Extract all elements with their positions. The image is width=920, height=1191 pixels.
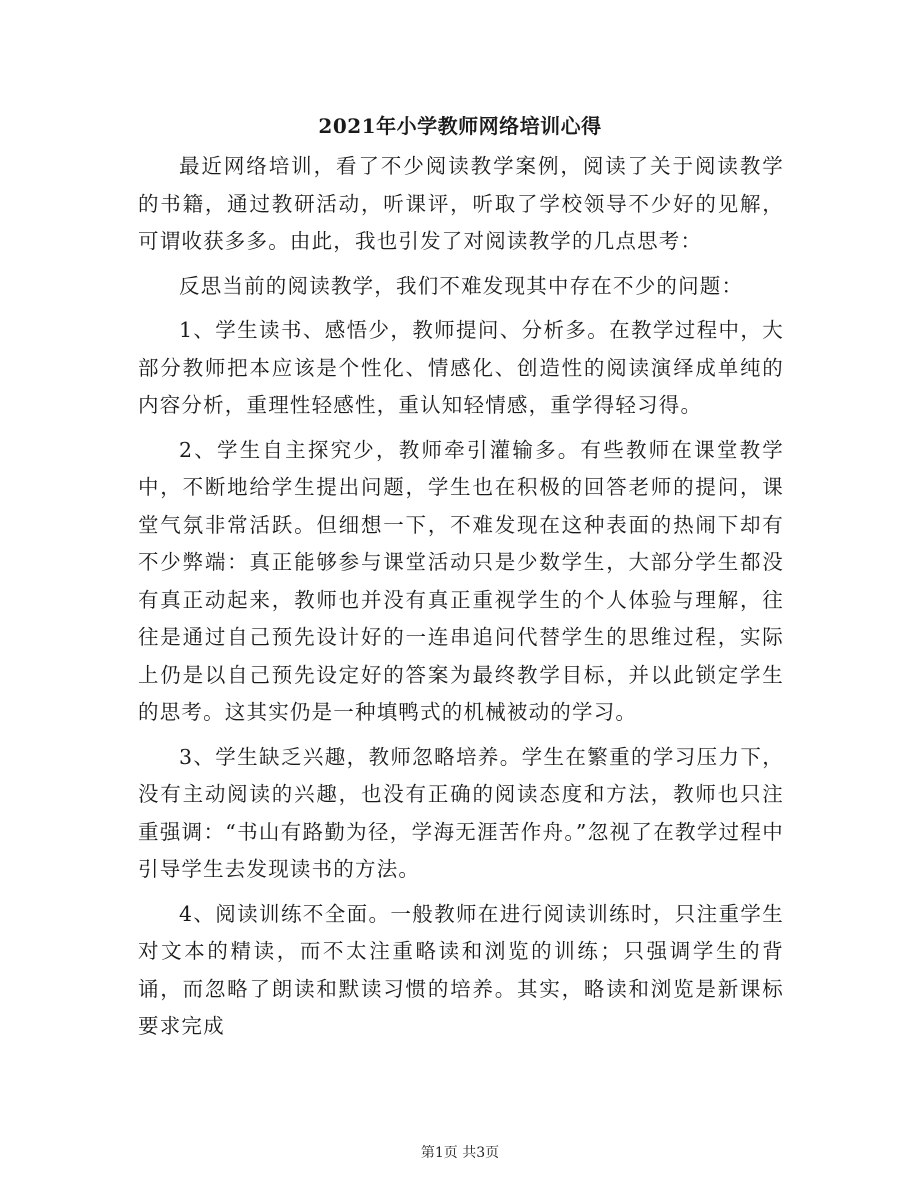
document-body — [138, 148, 784, 1046]
page-number-footer: 第1页 共3页 — [420, 1145, 500, 1161]
document-title: 2021年小学教师网络培训心得 — [318, 114, 602, 138]
paragraph-problems-lead: 反思当前的阅读教学，我们不难发现其中存在不少的问题： — [179, 273, 744, 298]
paragraph-point-4: 4、阅读训练不全面。一般教师在进行阅读训练时，只注重学生对文本的精读，而不太注重略读和浏览的训练；只强调学生的背诵，而忽略了朗读和默读习惯的培养。其实，略读和浏览是新课标要求完成 — [138, 901, 784, 1038]
paragraph-point-2: 2、学生自主探究少，教师牵引灌输多。有些教师在课堂教学中，不断地给学生提出问题，学生也在积极的回答老师的提问，课堂气氛非常活跃。但细想一下，不难发现在这种表面的热闹下却有不少弊端：真正能够参与课堂活动只是少数学生，大部分学生都没有真正动起来，教师也并没有真正重视学生的个人体验与理解，往往是通过自己预先设计好的一连串追问代替学生的思维过程，实际上仍是以自己预先设定好的答案为最终教学目标，并以此锁定学生的思考。这其实仍是一种填鸭式的机械被动的学习。 — [138, 437, 784, 724]
paragraph-intro: 最近网络培训，看了不少阅读教学案例，阅读了关于阅读教学的书籍，通过教研活动，听课评，听取了学校领导不少好的见解，可谓收获多多。由此，我也引发了对阅读教学的几点思考： — [138, 154, 784, 253]
paragraph-point-1: 1、学生读书、感悟少，教师提问、分析多。在教学过程中，大部分教师把本应该是个性化、情感化、创造性的阅读演绎成单纯的内容分析，重理性轻感性，重认知轻情感，重学得轻习得。 — [138, 318, 784, 417]
paragraph-point-3: 3、学生缺乏兴趣，教师忽略培养。学生在繁重的学习压力下，没有主动阅读的兴趣，也没有正确的阅读态度和方法，教师也只注重强调：“书山有路勤为径，学海无涯苦作舟。”忽视了在教学过程中引导学生去发现读书的方法。 — [138, 744, 784, 881]
